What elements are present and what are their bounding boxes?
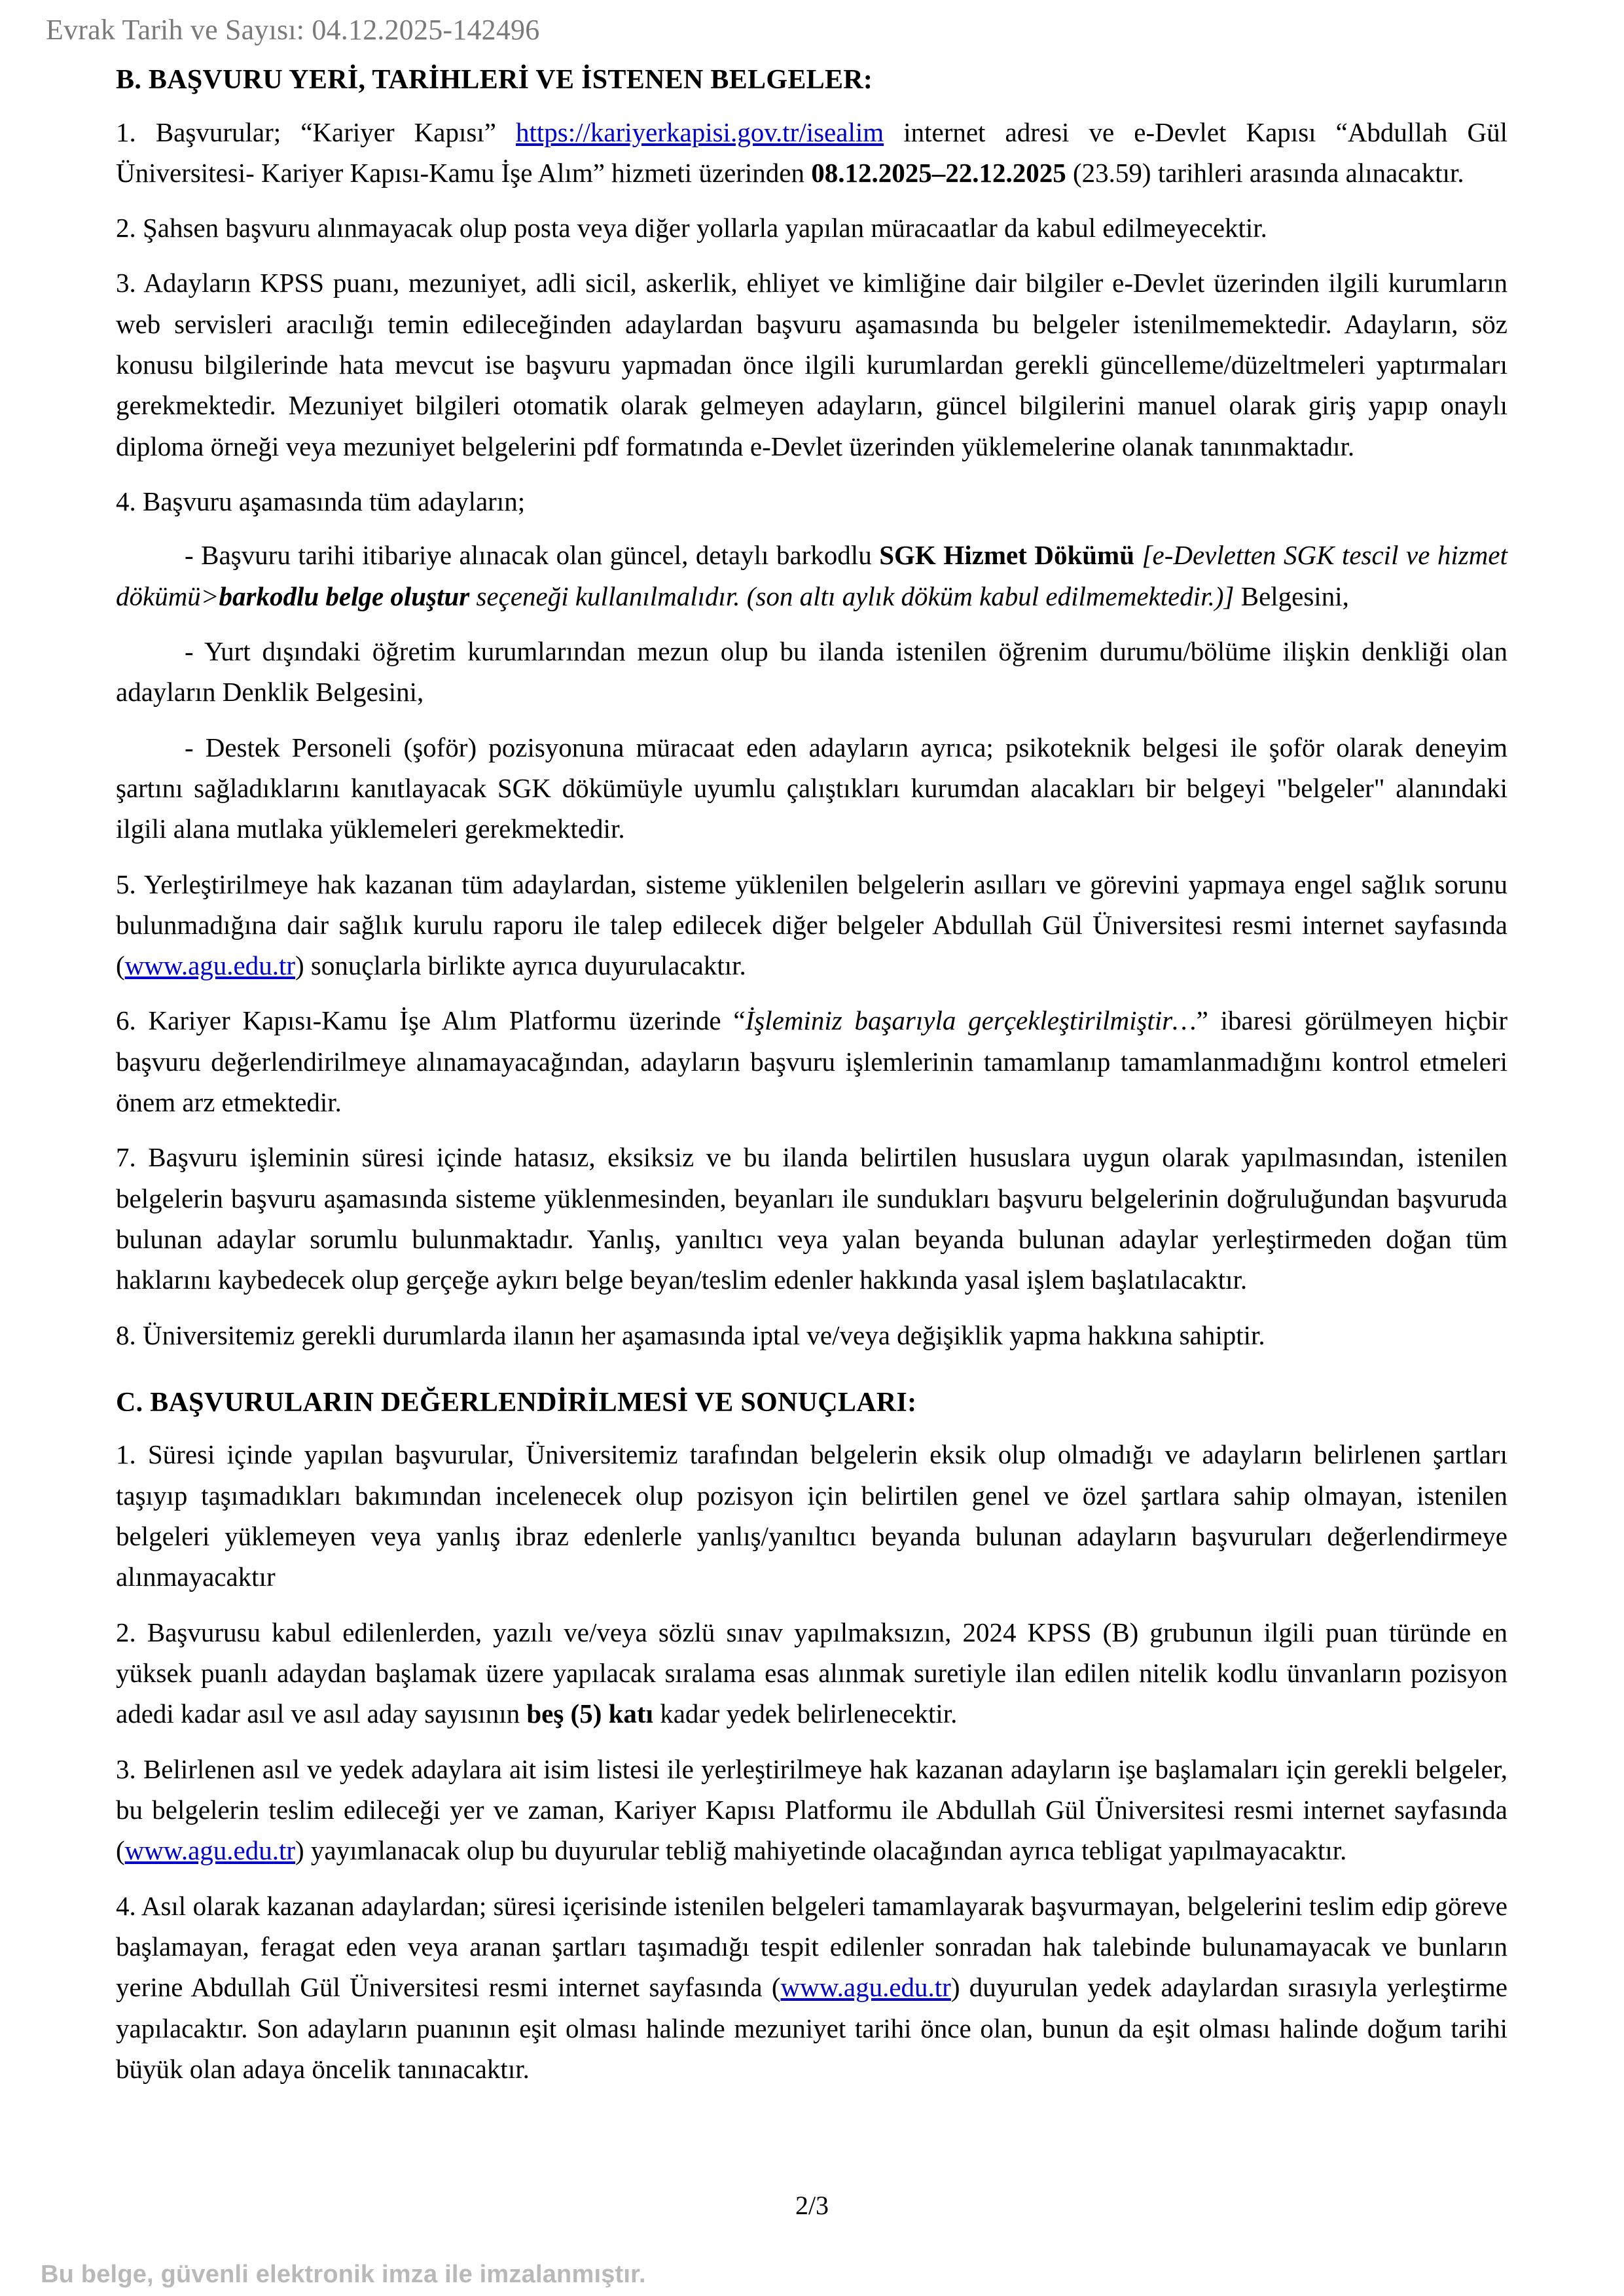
item-5-tail-text: ) sonuçlarla birlikte ayrıca duyurulacaktır. [295, 950, 746, 981]
bullet-sgk-text-1: - Başvuru tarihi itibariye alınacak olan güncel, detaylı barkodlu [185, 540, 880, 571]
section-b-item-4-bullet-sgk [116, 535, 1507, 617]
sgk-note-italic-2: seçeneği kullanılmalıdır. (son altı aylık döküm kabul edilmemektedir.)] [469, 581, 1235, 611]
section-b-item-8: 8. Üniversitemiz gerekli durumlarda ilanın her aşamasında iptal ve/veya değişiklik yapma hakkına sahiptir. [116, 1319, 1265, 1350]
item-c3-lead-text: 3. Belirlenen asıl ve yedek adaylara ait isim listesi ile yerleştirilmeye hak kazanan adayların işe başlamaları için gerekli belgeler, bu belgelerin teslim edileceği yer ve zaman, Kariyer Kapısı Platformu ile Abdullah Gül Üniversitesi resmi internet sayfasında ( [116, 1753, 1507, 1866]
section-c-item-2 [116, 1612, 1507, 1734]
section-b-item-5 [116, 864, 1507, 986]
section-b-item-7: 7. Başvuru işleminin süresi içinde hatasız, eksiksiz ve bu ilanda belirtilen hususlara uygun olarak yapılmasından, istenilen belgelerin başvuru aşamasında sisteme yüklenmesinden, beyanları ile sundukları başvuru belgelerinin doğruluğundan başvuruda bulunan adaylar sorumlu bulunmaktadır. Yanlış, yanıltıcı veya yalan beyanda bulunan adaylar yerleştirmeden doğan tüm haklarını kaybedecek olup gerçeğe aykırı belge beyan/teslim edenler hakkında yasal işlem başlatılacaktır. [116, 1142, 1507, 1295]
section-c-heading: C. BAŞVURULARIN DEĞERLENDİRİLMESİ VE SONUÇLARI: [116, 1387, 917, 1418]
item-c4-lead-text: 4. Asıl olarak kazanan adaylardan; süresi içerisinde istenilen belgeleri tamamlayarak başvurmayan, belgelerini teslim edip göreve başlamayan, feragat eden veya aranan şartları taşımadığı tespit edilenler sonradan hak talebinde bulunamayacak ve bunların yerine Abdullah Gül Üniversitesi resmi internet sayfasında ( [116, 1890, 1507, 2003]
application-dates: 08.12.2025–22.12.2025 [811, 157, 1066, 188]
document-body [116, 63, 1507, 2104]
sgk-hizmet-dokumu-bold: SGK Hizmet Dökümü [879, 540, 1135, 571]
section-b-item-3: 3. Adayların KPSS puanı, mezuniyet, adli sicil, askerlik, ehliyet ve kimliğine dair bilgiler e-Devlet üzerinden ilgili kurumların web servisleri aracılığı temin edileceğinden adaylardan başvuru aşamasında bu belgeler istenilmemektedir. Adayların, söz konusu bilgilerinde hata mevcut ise başvuru yapmadan önce ilgili kurumlardan gerekli güncelleme/düzeltmeleri yaptırmaları gerekmektedir. Mezuniyet bilgileri otomatik olarak gelmeyen adayların, güncel bilgilerini manuel olarak giriş yapıp onaylı diploma örneği veya mezuniyet belgelerini pdf formatında e-Devlet üzerinden yüklemelerine olanak tanınmaktadır. [116, 268, 1507, 461]
agu-website-link-1[interactable]: www.agu.edu.tr [124, 950, 296, 981]
item-5-lead-text: 5. Yerleştirilmeye hak kazanan tüm adaylardan, sisteme yüklenilen belgelerin asılları ve görevini yapmaya engel sağlık sorunu bulunmadığına dair sağlık kurulu raporu ile talep edilecek diğer belgeler Abdullah Gül Üniversitesi resmi internet sayfasında ( [116, 869, 1507, 981]
item-c2-lead-text: 2. Başvurusu kabul edilenlerden, yazılı ve/veya sözlü sınav yapılmaksızın, 2024 KPSS (B) grubunun ilgili puan türünde en yüksek puanlı adaydan başlamak üzere yapılacak sıralama esas alınmak suretiyle ilan edilen nitelik kodlu ünvanların pozisyon adedi kadar asıl ve asıl aday sayısının [116, 1617, 1507, 1729]
yedek-multiplier-bold: beş (5) katı [526, 1698, 653, 1729]
page-number: 2/3 [795, 2191, 829, 2220]
section-b-item-4-lead: 4. Başvuru aşamasında tüm adayların; [116, 486, 526, 516]
item-1-lead-text: 1. Başvurular; “Kariyer Kapısı” [116, 117, 516, 147]
section-b-item-2: 2. Şahsen başvuru alınmayacak olup posta veya diğer yollarla yapılan müracaatlar da kabul edilmeyecektir. [116, 213, 1267, 243]
sgk-note-italic-1: [e-Devletten SGK tescil ve hizmet dökümü> [116, 540, 1507, 611]
bullet-sgk-text-2: Belgesini, [1234, 581, 1349, 611]
section-b-heading: B. BAŞVURU YERİ, TARİHLERİ VE İSTENEN BELGELER: [116, 65, 873, 95]
item-c2-tail-text: kadar yedek belirlenecektir. [653, 1698, 958, 1729]
section-c-item-1: 1. Süresi içinde yapılan başvurular, Üniversitemiz tarafından belgelerin eksik olup olmadığı ve adayların belirlenen şartları taşıyıp taşımadıkları bakımından incelenecek olup pozisyon için belirtilen genel ve özel şartlara sahip olmayan, istenilen belgeleri yüklemeyen veya yanlış ibraz edenlerle yanlış/yanıltıcı beyanda bulunan adayların başvuruları değerlendirmeye alınmayacaktır [116, 1439, 1507, 1592]
item-c4-tail-text: ) duyurulan yedek adaylardan sırasıyla yerleştirme yapılacaktır. Son adayların puanının eşit olması halinde mezuniyet tarihi önce olan, bunun da eşit olması halinde doğum tarihi büyük olan adaya öncelik tanınacaktır. [116, 1972, 1507, 2084]
item-1-tail-text: (23.59) tarihleri arasında alınacaktır. [1066, 157, 1464, 188]
success-message-quote: İşleminiz başarıyla gerçekleştirilmiştir… [745, 1005, 1197, 1036]
section-b-item-1 [116, 112, 1507, 194]
kariyer-kapisi-link[interactable]: https://kariyerkapisi.gov.tr/isealim [516, 117, 884, 147]
item-c3-tail-text: ) yayımlanacak olup bu duyurular tebliğ mahiyetinde olacağından ayrıca tebligat yapılmayacaktır. [295, 1835, 1347, 1866]
barkodlu-belge-olustur-bolditalic: barkodlu belge oluştur [219, 581, 470, 611]
item-6-tail-text: ” ibaresi görülmeyen hiçbir başvuru değerlendirilmeye alınamayacağından, adayların başvuru işlemlerinin tamamlanıp tamamlanmadığını kontrol etmeleri önem arz etmektedir. [116, 1005, 1507, 1118]
esignature-footer-band [0, 2255, 1624, 2296]
agu-website-link-2[interactable]: www.agu.edu.tr [124, 1835, 296, 1866]
section-c-item-4 [116, 1886, 1507, 2090]
agu-website-link-3[interactable]: www.agu.edu.tr [780, 1972, 951, 2003]
section-b-item-6 [116, 1000, 1507, 1122]
section-b-item-4-bullet-denklik: - Yurt dışındaki öğretim kurumlarından mezun olup bu ilanda istenilen öğrenim durumu/bölüme ilişkin denkliği olan adayların Denklik Belgesini, [116, 636, 1507, 708]
esignature-note: Bu belge, güvenli elektronik imza ile imzalanmıştır. [41, 2261, 646, 2288]
section-c-item-3 [116, 1749, 1507, 1871]
section-b-item-4-bullet-destek-personeli: - Destek Personeli (şoför) pozisyonuna müracaat eden adayların ayrıca; psikoteknik belgesi ile şoför olarak deneyim şartını sağladıklarını kanıtlayacak SGK dökümüyle uyumlu çalıştıkları kurumdan alacakları bir belgeyi "belgeler" alanındaki ilgili alana mutlaka yüklemeleri gerekmektedir. [116, 732, 1507, 844]
item-6-lead-text: 6. Kariyer Kapısı-Kamu İşe Alım Platformu üzerinde “ [116, 1005, 746, 1036]
item-1-mid-text: internet adresi ve e-Devlet Kapısı “Abdullah Gül Üniversitesi- Kariyer Kapısı-Kamu İşe Alım” hizmeti üzerinden [116, 117, 1507, 188]
evrak-date-number-stamp: Evrak Tarih ve Sayısı: 04.12.2025-142496 [46, 14, 540, 46]
